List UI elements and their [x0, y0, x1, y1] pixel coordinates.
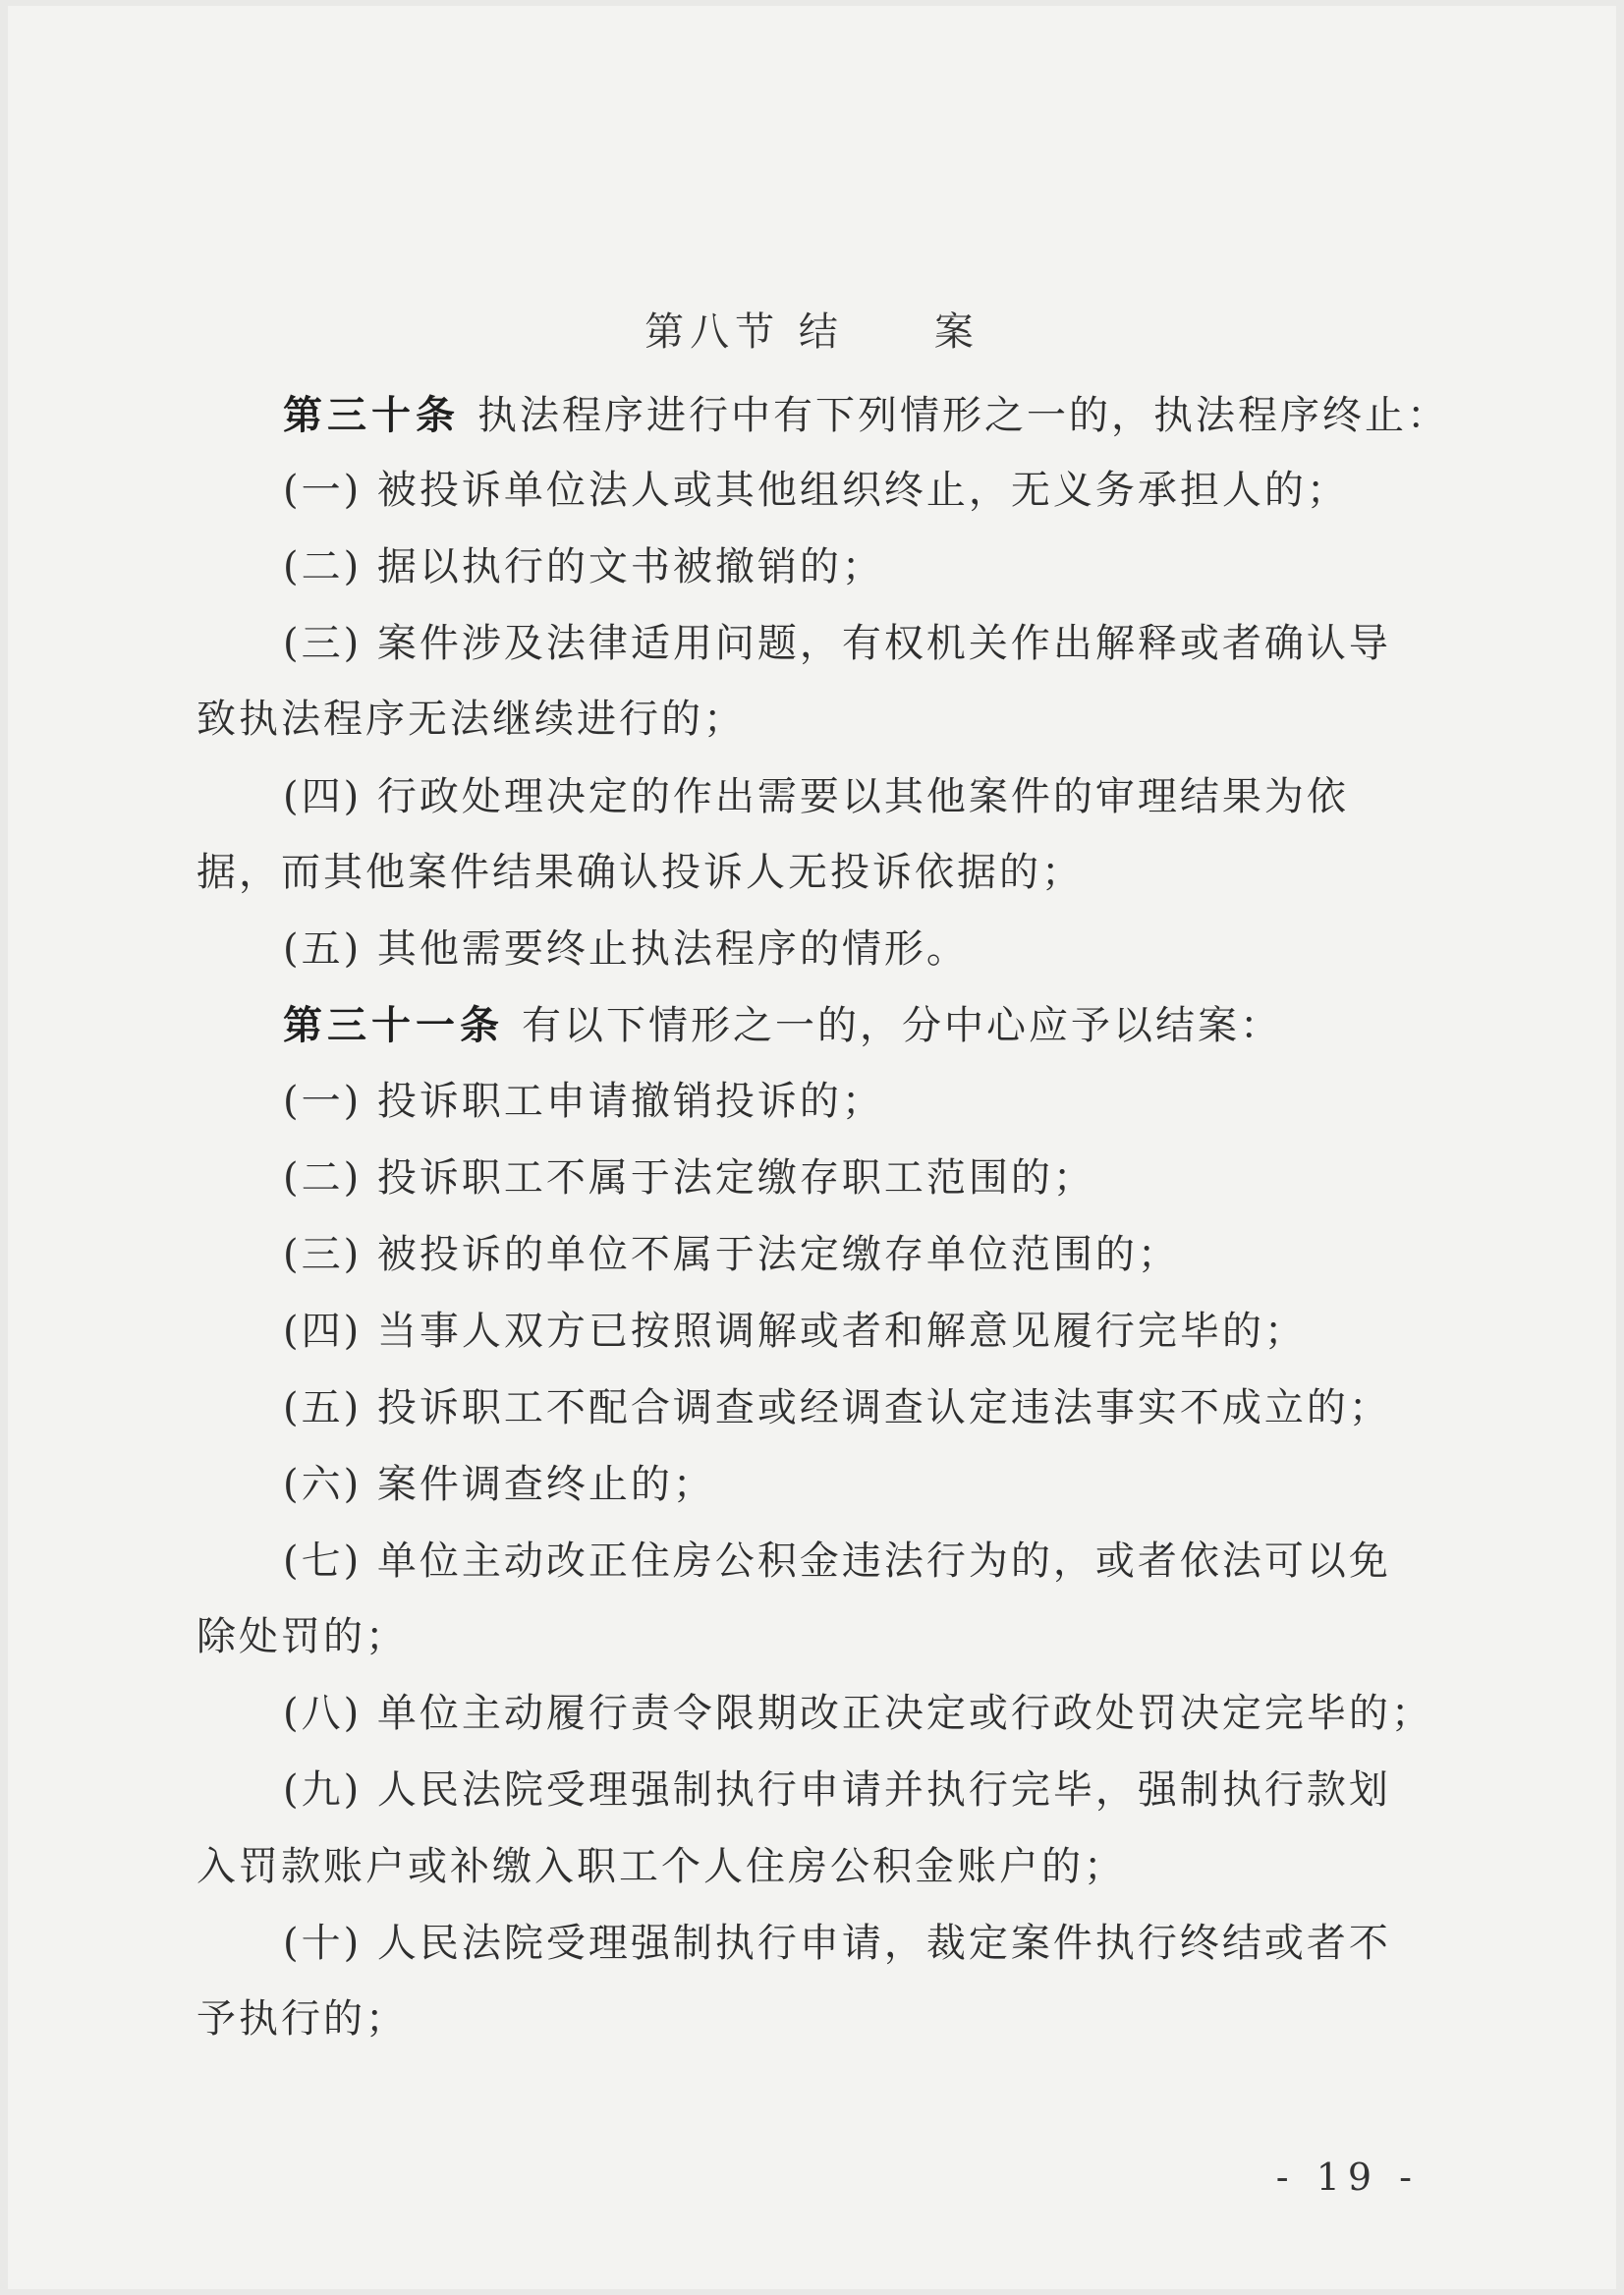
section-title-part2: 案: [933, 309, 980, 355]
article-30-item-5: (五) 其他需要终止执法程序的情形。: [283, 926, 969, 972]
article-31-item-3: (三) 被投诉的单位不属于法定缴存单位范围的；: [283, 1232, 1180, 1277]
article-31-item-9: (九) 人民法院受理强制执行申请并执行完毕，强制执行款划: [283, 1767, 1391, 1813]
article-30-item-4-continued: 据，而其他案件结果确认投诉人无投诉依据的；: [196, 850, 1084, 895]
article-31-title: 第三十一条: [283, 1002, 504, 1048]
document-page: [8, 6, 1616, 2289]
section-title: [8, 301, 1616, 357]
article-30-item-1: (一) 被投诉单位法人或其他组织终止，无义务承担人的；: [283, 468, 1349, 513]
article-31-item-5: (五) 投诉职工不配合调查或经调查认定违法事实不成立的；: [283, 1385, 1391, 1430]
article-31-text: 有以下情形之一的，分中心应予以结案：: [522, 1003, 1282, 1048]
article-31-item-6: (六) 案件调查终止的；: [283, 1462, 715, 1507]
article-30-text: 执法程序进行中有下列情形之一的，执法程序终止：: [477, 393, 1449, 438]
article-31-item-10: (十) 人民法院受理强制执行申请，裁定案件执行终结或者不: [283, 1921, 1391, 1966]
article-30-heading: [283, 384, 1449, 440]
article-31-item-7-continued: 除处罚的；: [196, 1614, 408, 1659]
article-30-item-2: (二) 据以执行的文书被撤销的；: [283, 544, 884, 589]
article-30-title: 第三十条: [283, 392, 460, 438]
article-30-item-3: (三) 案件涉及法律适用问题，有权机关作出解释或者确认导: [283, 621, 1391, 666]
article-31-item-1: (一) 投诉职工申请撤销投诉的；: [283, 1079, 884, 1124]
article-31-heading: [283, 994, 1282, 1050]
article-31-item-9-continued: 入罚款账户或补缴入职工个人住房公积金账户的；: [196, 1844, 1126, 1889]
article-31-item-8: (八) 单位主动履行责令限期改正决定或行政处罚决定完毕的；: [283, 1691, 1433, 1736]
article-31-item-7: (七) 单位主动改正住房公积金违法行为的，或者依法可以免: [283, 1539, 1391, 1584]
section-title-part1: 第八节 结: [644, 309, 844, 355]
article-31-item-2: (二) 投诉职工不属于法定缴存职工范围的；: [283, 1155, 1095, 1201]
article-31-item-10-continued: 予执行的；: [196, 1996, 408, 2042]
page-number: - 19 -: [1275, 2155, 1420, 2199]
article-30-item-3-continued: 致执法程序无法继续进行的；: [196, 697, 746, 742]
article-30-item-4: (四) 行政处理决定的作出需要以其他案件的审理结果为依: [283, 774, 1349, 819]
article-31-item-4: (四) 当事人双方已按照调解或者和解意见履行完毕的；: [283, 1309, 1307, 1354]
